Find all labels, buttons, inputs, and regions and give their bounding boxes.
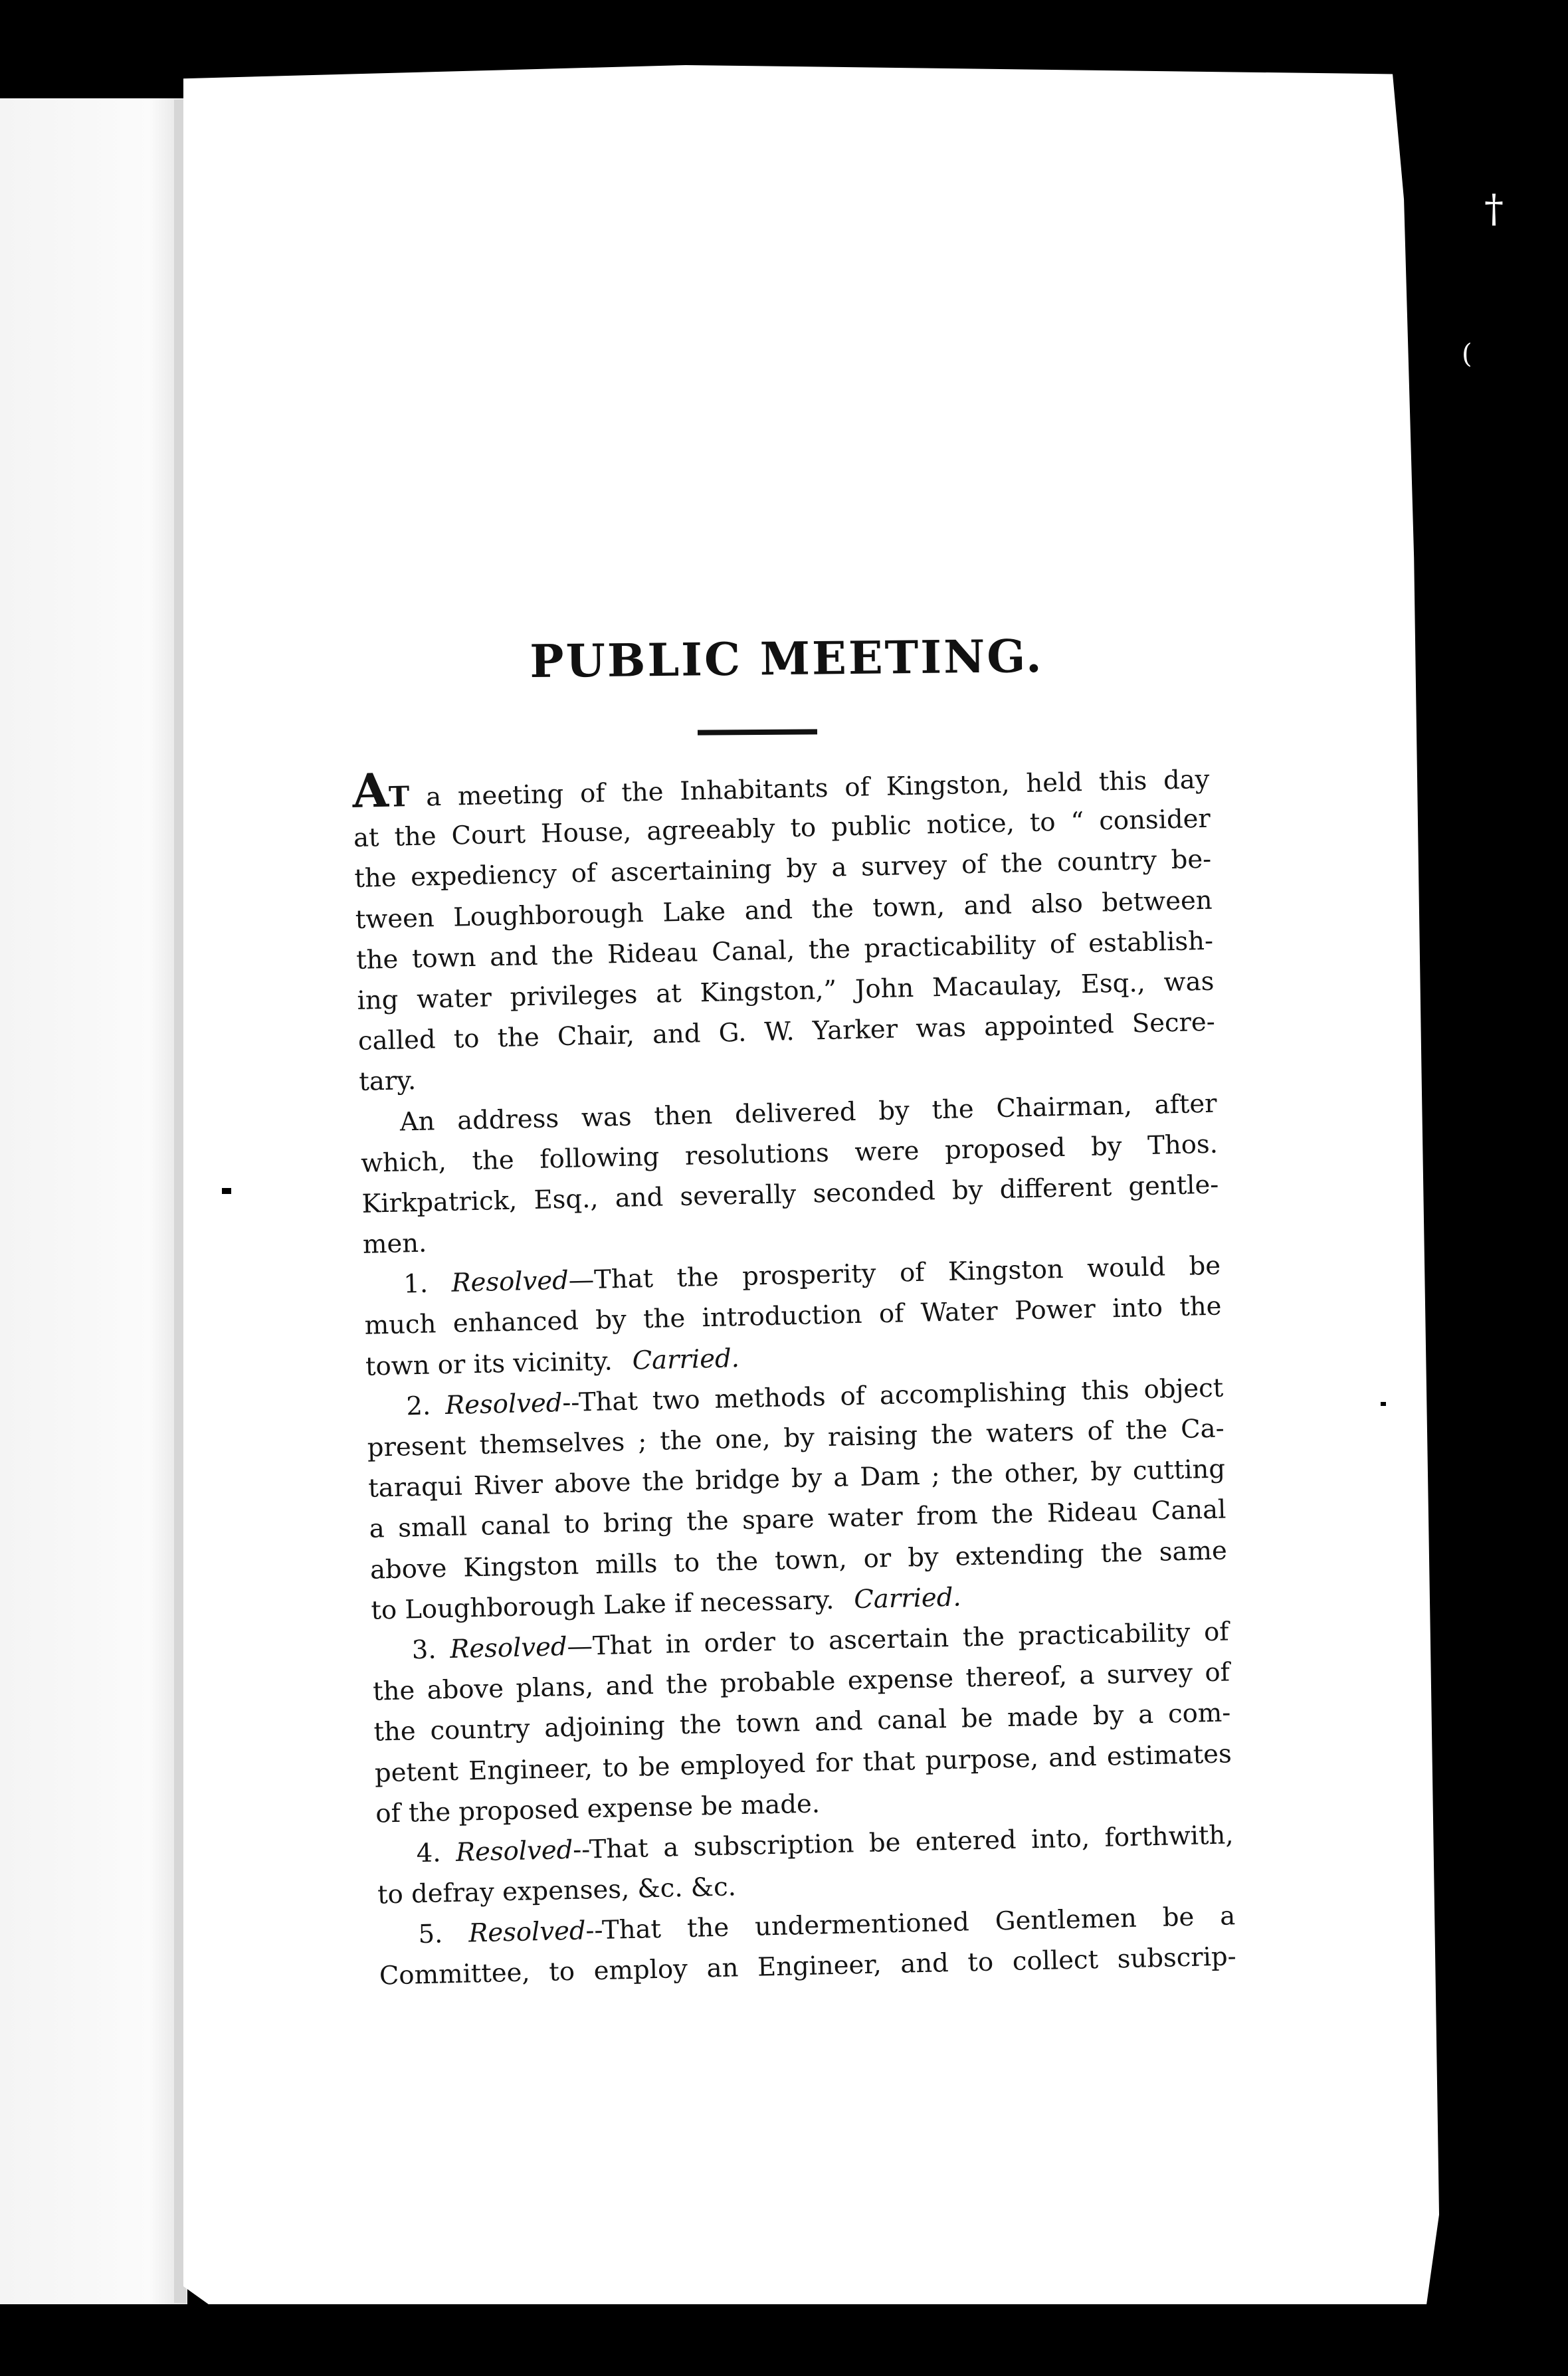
carried-label: Carried. (632, 1343, 740, 1376)
document-body (352, 758, 1236, 1997)
line-text: to defray expenses, &c. &c. (377, 1872, 737, 1910)
line-text: --That two methods of accomplishing this object (561, 1373, 1224, 1418)
line-text: An address was then delivered by the Chairman, after (399, 1088, 1217, 1137)
line-text: the country adjoining the town and canal be made by a com- (373, 1698, 1231, 1747)
paragraph-resolution-2 (366, 1367, 1228, 1631)
title-rule (698, 729, 817, 735)
carried-label: Carried. (853, 1582, 962, 1615)
line-text: petent Engineer, to be employed for that purpose, and estimates (374, 1738, 1232, 1789)
line-text: the town and the Rideau Canal, the practicability of establish- (355, 926, 1214, 975)
resolved-label: Resolved (451, 1266, 569, 1299)
resolved-label: Resolved (455, 1834, 573, 1868)
line-text: the expediency of ascertaining by a survey of the country be- (353, 844, 1212, 894)
resolution-number: 3. (411, 1634, 437, 1666)
paragraph-resolution-1 (363, 1246, 1223, 1387)
resolved-label: Resolved (444, 1387, 563, 1421)
line-text: taraqui River above the bridge by a Dam ; the other, by cutting (367, 1454, 1226, 1504)
resolution-number: 4. (416, 1838, 442, 1869)
line-text: —That in order to ascertain the practicability of (566, 1617, 1230, 1662)
cap-letter: T (388, 780, 410, 813)
line-text: of the proposed expense be made. (375, 1789, 821, 1829)
line-text: present themselves ; the one, by raising the waters of the Ca- (367, 1413, 1225, 1463)
line-text: a meeting of the Inhabitants of Kingston, held this day (425, 764, 1210, 813)
drop-cap: A (351, 762, 389, 819)
line-text: tary. (358, 1066, 417, 1098)
line-text: a small canal to bring the spare water from the Rideau Canal (369, 1494, 1226, 1545)
line-text: --That a subscription be entered into, forthwith, (572, 1820, 1234, 1865)
resolution-number: 2. (405, 1391, 431, 1422)
page-speck (222, 1188, 231, 1194)
line-text: --That the undermentioned Gentlemen be a (585, 1901, 1236, 1946)
line-text: Kirkpatrick, Esq., and severally seconded by different gentle- (361, 1169, 1219, 1219)
line-text: the above plans, and the probable expense thereof, a survey of (372, 1657, 1230, 1707)
document-title: PUBLIC MEETING. (530, 629, 1044, 689)
paragraph-resolution-3 (371, 1611, 1233, 1834)
line-text: tween Loughborough Lake and the town, and also between (355, 885, 1213, 935)
margin-mark: ( (1462, 339, 1472, 369)
line-text: Committee, to employ an Engineer, and to collect subscrip- (379, 1941, 1237, 1991)
line-text: at the Court House, agreeably to public notice, to “ consider (353, 803, 1211, 854)
line-text: called to the Chair, and G. W. Yarker was appointed Secre- (357, 1007, 1216, 1057)
paragraph-intro (352, 758, 1217, 1103)
paragraph-address (359, 1083, 1220, 1265)
line-text: much enhanced by the introduction of Water Power into the (364, 1291, 1222, 1341)
line-text: above Kingston mills to the town, or by extending the same (369, 1535, 1228, 1585)
page-speck (1381, 1402, 1386, 1406)
resolution-number: 1. (403, 1268, 429, 1300)
line-text: which, the following resolutions were proposed by Thos. (360, 1129, 1219, 1179)
resolved-label: Resolved (468, 1916, 586, 1949)
margin-mark: † (1484, 186, 1504, 231)
line-text: ing water privileges at Kingston,” John Macaulay, Esq., was (357, 966, 1215, 1016)
facing-page-edge (0, 98, 187, 2304)
line-text: town or its vicinity. (365, 1345, 613, 1382)
resolution-number: 5. (418, 1919, 443, 1950)
resolved-label: Resolved (449, 1631, 568, 1664)
line-text: men. (362, 1228, 427, 1260)
line-text: to Loughborough Lake if necessary. (370, 1585, 834, 1626)
line-text: —That the prosperity of Kingston would be (568, 1250, 1221, 1296)
